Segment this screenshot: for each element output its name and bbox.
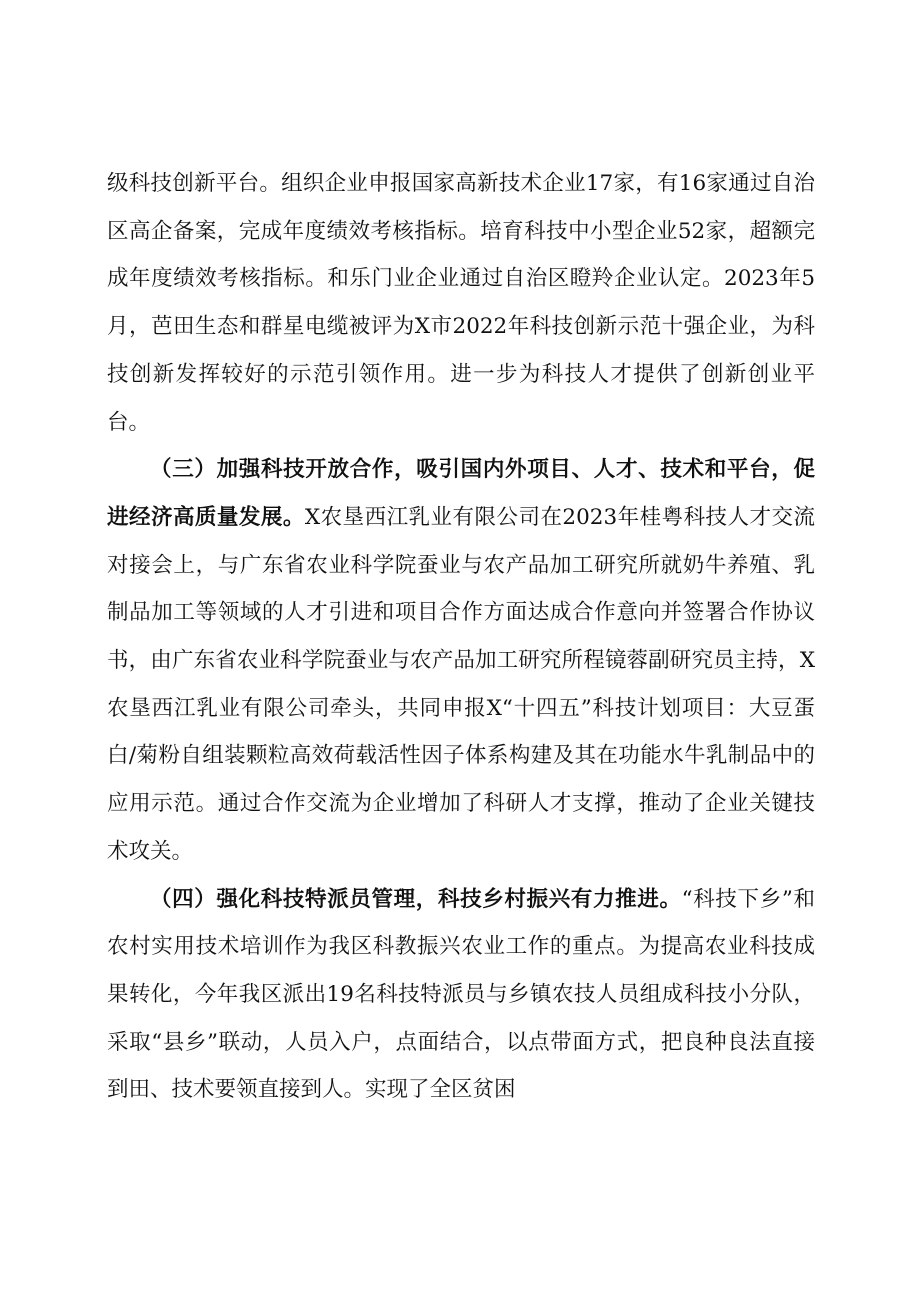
document-body	[107, 160, 815, 1114]
paragraph-tech-commissioner	[107, 876, 815, 1115]
paragraph-platform	[107, 160, 815, 446]
section-heading-3: （三）加强科技开放合作，吸引国内外项目、人才、技术和平台，促进经济高质量发展。	[107, 457, 815, 530]
paragraph-text: X农垦西江乳业有限公司在2023年桂粤科技人才交流对接会上，与广东省农业科学院蚕业与农产品加工研究所就奶牛养殖、乳制品加工等领域的人才引进和项目合作方面达成合作意向并签署合作协议书，由广东省农业科学院蚕业与农产品加工研究所程镜蓉副研究员主持，X农垦西江乳业有限公司牵头，共同申报X“十四五”科技计划项目：大豆蛋白/菊粉自组装颗粒高效荷载活性因子体系构建及其在功能水牛乳制品中的应用示范。通过合作交流为企业增加了科研人才支撑，推动了企业关键技术攻关。	[107, 504, 815, 864]
section-heading-4: （四）强化科技特派员管理，科技乡村振兴有力推进。	[150, 886, 682, 912]
paragraph-open-cooperation	[107, 446, 815, 875]
paragraph-text: 级科技创新平台。组织企业申报国家高新技术企业17家，有16家通过自治区高企备案，完成年度绩效考核指标。培育科技中小型企业52家，超额完成年度绩效考核指标。和乐门业企业通过自治区瞪羚企业认定。2023年5月，芭田生态和群星电缆被评为X市2022年科技创新示范十强企业，为科技创新发挥较好的示范引领作用。进一步为科技人才提供了创新创业平台。	[107, 171, 815, 435]
paragraph-text: “科技下乡”和农村实用技术培训作为我区科教振兴农业工作的重点。为提高农业科技成果转化，今年我区派出19名科技特派员与乡镇农技人员组成科技小分队，采取“县乡”联动，人员入户，点面结合，以点带面方式，把良种良法直接到田、技术要领直接到人。实现了全区贫困	[107, 886, 815, 1103]
